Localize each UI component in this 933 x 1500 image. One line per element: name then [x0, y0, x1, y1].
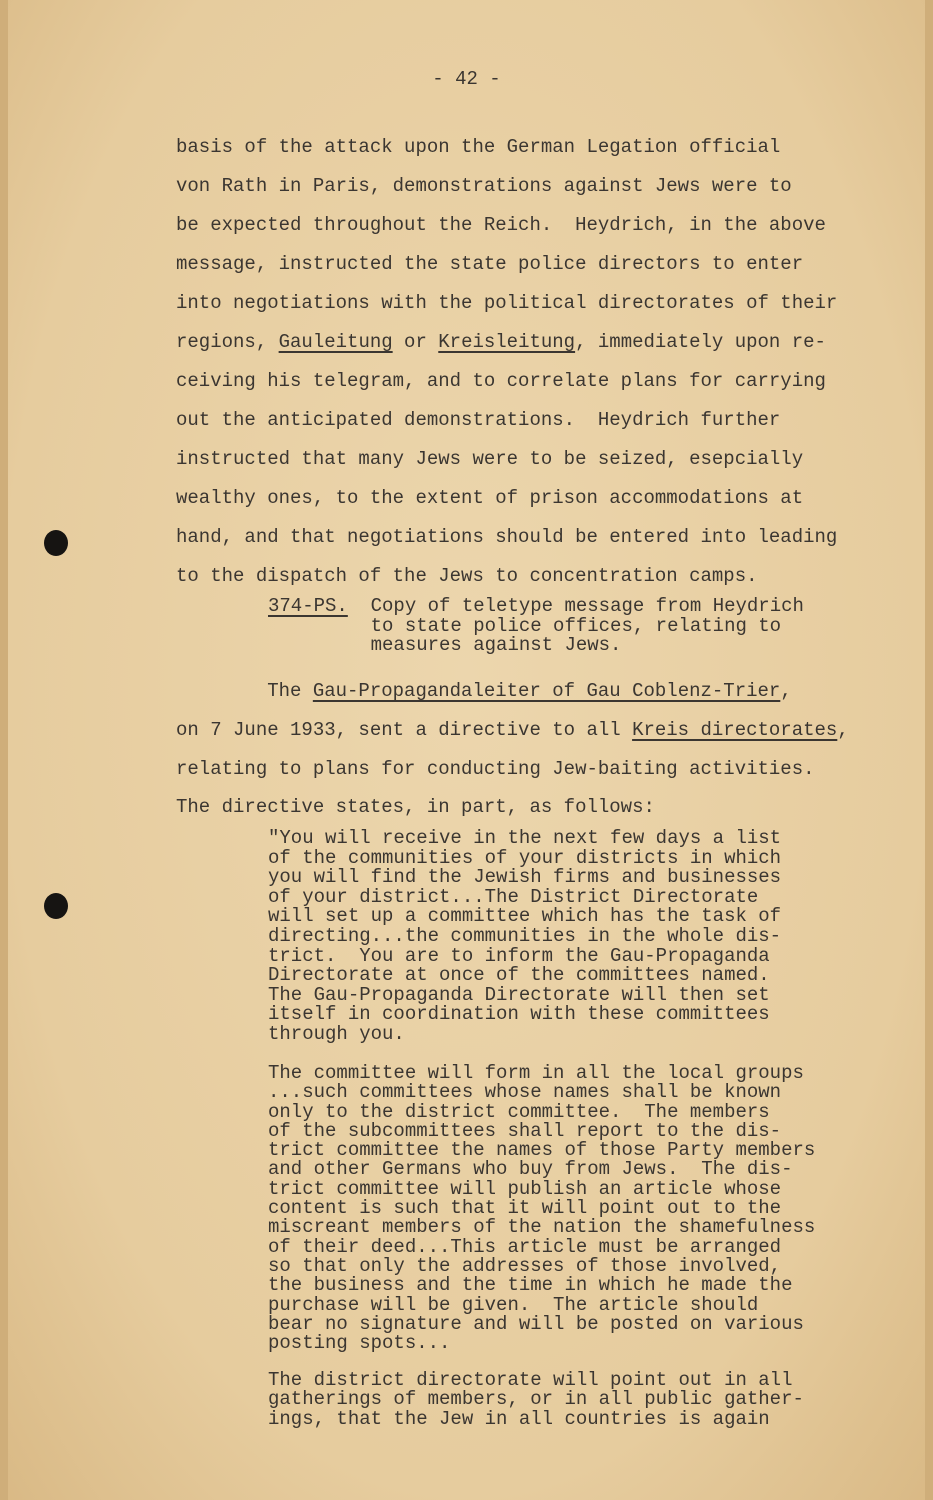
- text-segment: Copy of teletype message from Heydrich: [347, 595, 804, 617]
- text-line: [268, 597, 804, 617]
- text-line: The committee will form in all the local groups: [268, 1062, 804, 1084]
- text-line: out the anticipated demonstrations. Heydrich further: [176, 409, 781, 431]
- text-line: [176, 323, 837, 362]
- exhibit-citation: [268, 597, 804, 656]
- text-line: Directorate at once of the committees named.: [268, 964, 770, 987]
- page-edge-right: [925, 0, 933, 1500]
- text-line: The directive states, in part, as follows:: [176, 796, 655, 819]
- text-line: trict committee will publish an article whose: [268, 1177, 782, 1200]
- underlined-term: Gau-Propagandaleiter of Gau Coblenz-Trier: [312, 680, 781, 702]
- text-line: through you.: [268, 1022, 405, 1045]
- text-line: wealthy ones, to the extent of prison accommodations at: [176, 487, 804, 509]
- text-line: ...such committees whose names shall be known: [268, 1081, 782, 1104]
- page-number: - 42 -: [432, 68, 501, 90]
- text-segment: ,: [837, 718, 849, 741]
- text-line: to state police offices, relating to: [268, 614, 782, 637]
- text-line: to the dispatch of the Jews to concentration camps.: [176, 565, 758, 587]
- underlined-term: 374-PS.: [268, 595, 348, 617]
- text-line: "You will receive in the next few days a list: [268, 827, 782, 849]
- text-segment: or: [392, 331, 439, 353]
- text-line: trict committee the names of those Party members: [268, 1139, 816, 1162]
- text-line: of your district...The District Directorate: [268, 885, 759, 908]
- text-segment: on 7 June 1933, sent a directive to all: [176, 718, 633, 741]
- paragraph-1: [176, 128, 837, 596]
- text-line: [176, 672, 849, 711]
- text-line: into negotiations with the political directorates of their: [176, 292, 838, 314]
- text-line: so that only the addresses of those involved,: [268, 1254, 782, 1277]
- quote-paragraph-3: [268, 1371, 804, 1429]
- text-line: [176, 711, 849, 750]
- text-line: measures against Jews.: [268, 634, 622, 656]
- text-line: you will find the Jewish firms and businesses: [268, 866, 782, 889]
- text-line: instructed that many Jews were to be seized, esepcially: [176, 448, 804, 470]
- text-line: miscreant members of the nation the shamefulness: [268, 1216, 816, 1239]
- text-line: message, instructed the state police directors to enter: [176, 253, 804, 275]
- punch-hole: [44, 893, 68, 919]
- text-segment: The: [176, 680, 313, 702]
- text-line: The Gau-Propaganda Directorate will then set: [268, 983, 770, 1006]
- text-segment: ,: [780, 680, 792, 702]
- paragraph-2: [176, 672, 849, 827]
- text-line: posting spots...: [268, 1332, 451, 1355]
- text-line: and other Germans who buy from Jews. The dis-: [268, 1158, 793, 1181]
- text-line: ings, that the Jew in all countries is again: [268, 1407, 770, 1430]
- page-edge-left: [0, 0, 8, 1500]
- text-line: will set up a committee which has the task of: [268, 905, 782, 928]
- text-line: ceiving his telegram, and to correlate plans for carrying: [176, 370, 826, 392]
- text-line: basis of the attack upon the German Legation official: [176, 136, 781, 158]
- text-line: the business and the time in which he made the: [268, 1274, 793, 1297]
- quote-paragraph-2: [268, 1064, 815, 1353]
- text-line: of the subcommittees shall report to the dis-: [268, 1119, 782, 1142]
- text-line: von Rath in Paris, demonstrations against Jews were to: [176, 175, 792, 197]
- text-segment: , immediately upon re-: [575, 331, 826, 353]
- text-line: directing...the communities in the whole dis-: [268, 924, 782, 947]
- text-line: trict. You are to inform the Gau-Propaganda: [268, 944, 770, 967]
- text-line: relating to plans for conducting Jew-baiting activities.: [176, 757, 815, 780]
- underlined-term: Kreisleitung: [438, 331, 576, 353]
- text-line: itself in coordination with these committees: [268, 1003, 770, 1026]
- text-line: of the communities of your districts in which: [268, 846, 782, 869]
- text-segment: regions,: [176, 331, 279, 353]
- text-line: bear no signature and will be posted on various: [268, 1312, 804, 1335]
- text-line: purchase will be given. The article should: [268, 1293, 759, 1316]
- text-line: hand, and that negotiations should be entered into leading: [176, 526, 838, 548]
- text-line: The district directorate will point out in all: [268, 1369, 793, 1391]
- text-line: only to the district committee. The members: [268, 1100, 770, 1123]
- punch-hole: [44, 530, 68, 556]
- text-line: content is such that it will point out to the: [268, 1197, 782, 1220]
- underlined-term: Kreis directorates: [632, 718, 838, 741]
- text-line: be expected throughout the Reich. Heydrich, in the above: [176, 214, 826, 236]
- underlined-term: Gauleitung: [278, 331, 393, 353]
- text-line: of their deed...This article must be arranged: [268, 1235, 782, 1258]
- quote-paragraph-1: [268, 829, 781, 1045]
- text-line: gatherings of members, or in all public gather-: [268, 1388, 804, 1411]
